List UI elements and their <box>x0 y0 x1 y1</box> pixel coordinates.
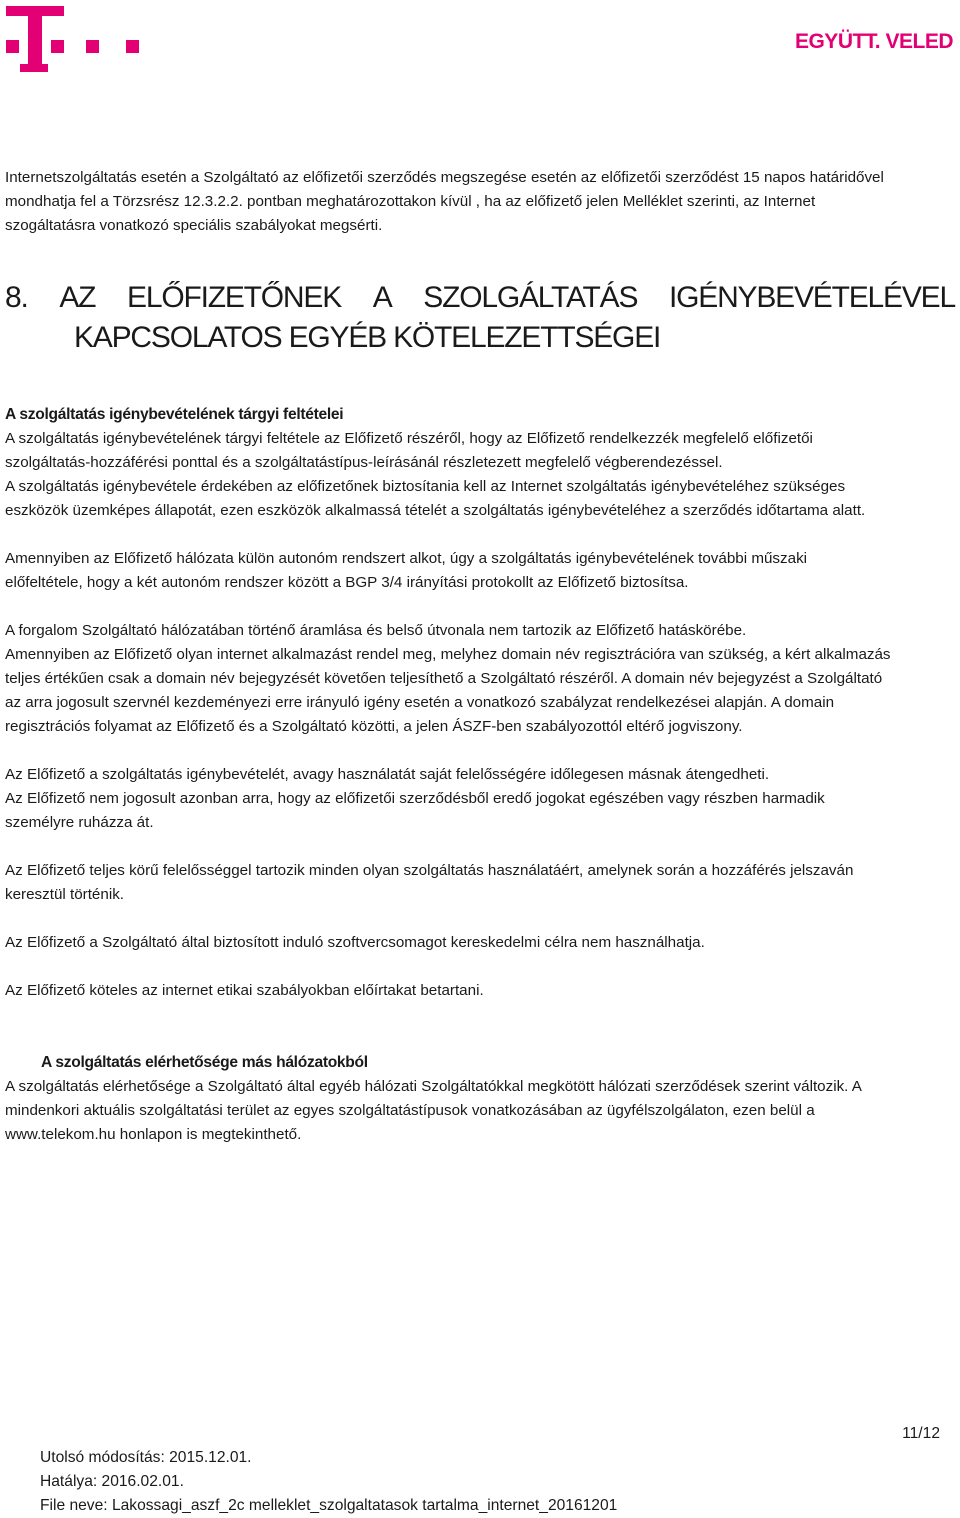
logo-t-foot <box>20 64 48 72</box>
title-word: SZOLGÁLTATÁS <box>423 281 638 314</box>
intro-paragraph <box>5 166 955 238</box>
text-line: Amennyiben az Előfizető hálózata külön autonóm rendszert alkot, úgy a szolgáltatás igénybevételének további műszaki <box>5 550 808 567</box>
text-line: A szolgáltatás igénybevétele érdekében az előfizetőnek biztosítania kell az Internet szolgáltatás igénybevételéhez szükséges <box>5 478 846 495</box>
logo-square-4 <box>126 40 139 53</box>
paragraph <box>5 931 955 955</box>
section-number: 8. <box>5 281 28 314</box>
text-line: Az Előfizető nem jogosult azonban arra, hogy az előfizetői szerződésből eredő jogokat egészében vagy részben harmadik <box>5 790 825 807</box>
slogan: EGYÜTT. VELED <box>794 30 953 53</box>
text-line: előfeltétele, hogy a két autonóm rendszer között a BGP 3/4 irányítási protokollt az Előfizető biztosítsa. <box>5 574 689 591</box>
telekom-logo <box>6 6 146 74</box>
text-line: eszközök üzemképes állapotát, ezen eszközök alkalmassá tételét a szolgáltatás igénybevételéhez a szerződés időtartama alatt. <box>5 502 866 519</box>
text-line: szolgáltatás-hozzáférési ponttal és a szolgáltatástípus-leírásánál részletezett megfelelő végberendezéssel. <box>5 454 723 471</box>
text-line: személyre ruházza át. <box>5 814 154 831</box>
logo-square-left <box>6 40 19 53</box>
section-heading <box>5 278 955 358</box>
text-line: Az Előfizető a Szolgáltató által biztosított induló szoftvercsomagot kereskedelmi célra nem használhatja. <box>5 934 705 951</box>
text-line: mindenkori aktuális szolgáltatási terület az egyes szolgáltatástípusok vonatkozásában az ügyfélszolgálaton, ezen belül a <box>5 1102 815 1119</box>
subsection-heading-availability: A szolgáltatás elérhetősége más hálózatokból <box>41 1054 368 1071</box>
text-line: Az Előfizető a szolgáltatás igénybevételét, avagy használatát saját felelősségére időlegesen másnak átengedheti. <box>5 766 770 783</box>
title-word: A <box>372 281 392 314</box>
text-line: az arra jogosult szervnél kezdeményezi erre irányuló igény esetén a vonatkozó szabályzat rendelkezései alapján. A domain <box>5 694 835 711</box>
footer-filename: File neve: Lakossagi_aszf_2c melleklet_szolgaltatasok tartalma_internet_20161201 <box>40 1497 618 1514</box>
section-heading-line1 <box>5 278 955 318</box>
text-line: Az Előfizető teljes körű felelősséggel tartozik minden olyan szolgáltatás használatáért, amelynek során a hozzáférés jelszaván <box>5 862 854 879</box>
subsection-heading-conditions: A szolgáltatás igénybevételének tárgyi feltételei <box>5 406 344 423</box>
footer-modified: Utolsó módosítás: 2015.12.01. <box>40 1449 252 1466</box>
text-line: A szolgáltatás igénybevételének tárgyi feltétele az Előfizető részéről, hogy az Előfizető rendelkezzék megfelelő előfizetői <box>5 430 813 447</box>
page-number: 11/12 <box>902 1425 940 1442</box>
paragraph <box>5 619 955 739</box>
document-body <box>5 166 955 1147</box>
title-word: IGÉNYBEVÉTELÉVEL <box>669 281 955 314</box>
section-heading-line2: KAPCSOLATOS EGYÉB KÖTELEZETTSÉGEI <box>74 321 661 354</box>
text-line: Internetszolgáltatás esetén a Szolgáltató az előfizetői szerződés megszegése esetén az előfizetői szerződést 15 napos határidővel <box>5 169 884 186</box>
text-line: Amennyiben az Előfizető olyan internet alkalmazást rendel meg, melyhez domain név regisztrációra van szükség, a kért alkalmazás <box>5 646 891 663</box>
text-line: regisztrációs folyamat az Előfizető és a Szolgáltató közötti, a jelen ÁSZF-ben szabályozottól eltérő jogviszony. <box>5 718 743 735</box>
text-line: keresztül történik. <box>5 886 125 903</box>
text-line: Az Előfizető köteles az internet etikai szabályokban előírtakat betartani. <box>5 982 484 999</box>
paragraph <box>5 859 955 907</box>
logo-square-3 <box>86 40 99 53</box>
logo-square-middle <box>51 40 64 53</box>
title-word: ELŐFIZETŐNEK <box>127 281 342 314</box>
text-line: www.telekom.hu honlapon is megtekinthető. <box>5 1126 302 1143</box>
footer <box>40 1446 617 1518</box>
text-line: mondhatja fel a Törzsrész 12.3.2.2. pontban meghatározottakon kívül , ha az előfizető jelen Melléklet szerinti, az Internet <box>5 193 816 210</box>
paragraph <box>5 979 955 1003</box>
text-line: A forgalom Szolgáltató hálózatában történő áramlása és belső útvonala nem tartozik az Előfizető hatáskörébe. <box>5 622 747 639</box>
text-line: teljes értékűen csak a domain név bejegyzését követően teljesíthető a Szolgáltató részéről. A domain név bejegyzést a Szolgáltató <box>5 670 883 687</box>
text-line: A szolgáltatás elérhetősége a Szolgáltató által egyéb hálózati Szolgáltatókkal megkötött hálózati szerződések szerint változik. A <box>5 1078 862 1095</box>
footer-effective: Hatálya: 2016.02.01. <box>40 1473 184 1490</box>
text-line: szogáltatásra vonatkozó speciális szabályokat megsérti. <box>5 217 383 234</box>
paragraph <box>5 547 955 595</box>
paragraph <box>5 1075 955 1147</box>
paragraph <box>5 763 955 835</box>
logo-t-stem <box>28 6 42 72</box>
paragraph <box>5 427 955 523</box>
title-word: AZ <box>59 281 96 314</box>
